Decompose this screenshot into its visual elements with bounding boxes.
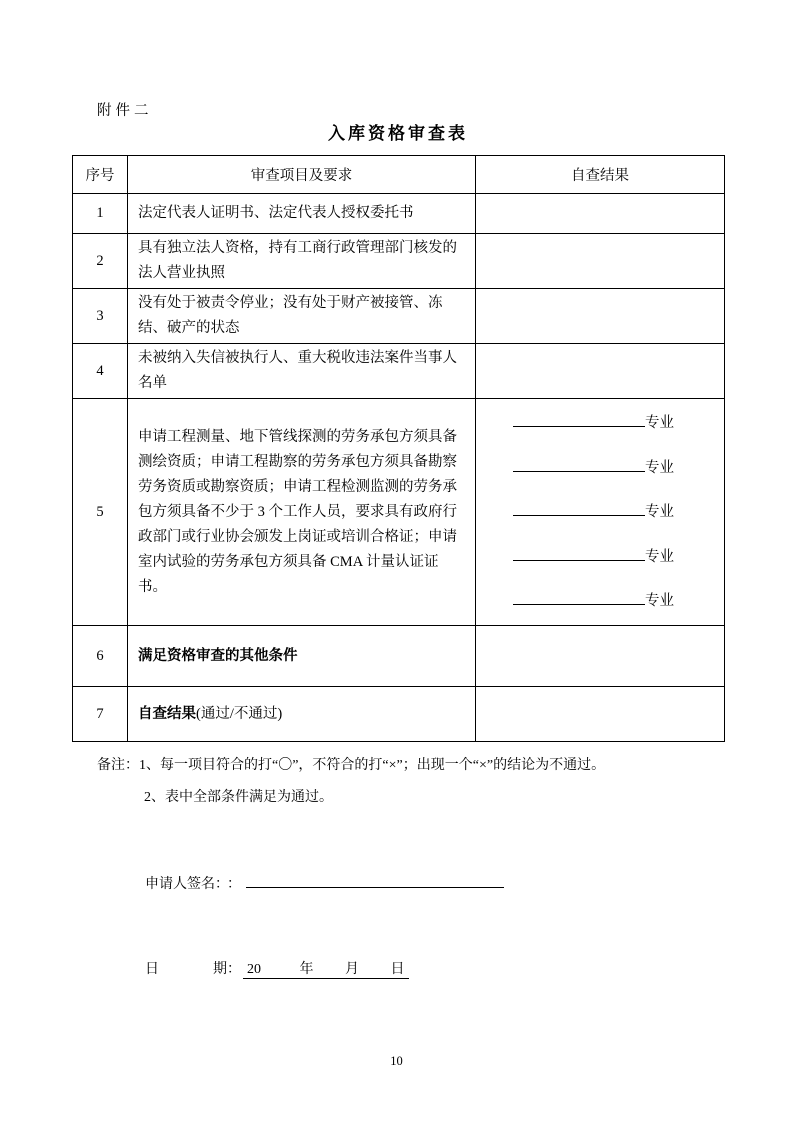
row-number: 4 xyxy=(73,344,128,399)
review-item-text: 申请工程测量、地下管线探测的劳务承包方须具备测绘资质；申请工程勘察的劳务承包方须具备勘察劳务资质或勘察资质；申请工程检测监测的劳务承包方须具备不少于 3 个工作人员，要求具有政府行政部门或行业协会颁发上岗证或培训合格证；申请室内试验的劳务承包方须具备 CMA 计量认证证书。 xyxy=(128,399,476,626)
row-number: 1 xyxy=(73,194,128,234)
table-row xyxy=(73,344,725,399)
pass-fail-hint: (通过/不通过) xyxy=(196,705,283,722)
result-cell[interactable] xyxy=(476,289,725,344)
self-check-result-label: 自查结果 xyxy=(138,705,196,722)
result-cell[interactable] xyxy=(476,234,725,289)
specialty-suffix: 专业 xyxy=(645,548,674,565)
signature-line[interactable] xyxy=(246,887,504,888)
result-cell[interactable] xyxy=(476,626,725,687)
row-number: 3 xyxy=(73,289,128,344)
attachment-label: 附件二 xyxy=(97,103,153,119)
notes-label: 备注： xyxy=(97,758,139,773)
row-number: 5 xyxy=(73,399,128,626)
review-item-text: 未被纳入失信被执行人、重大税收违法案件当事人名单 xyxy=(128,344,476,399)
date-row xyxy=(145,958,409,979)
result-cell[interactable] xyxy=(476,344,725,399)
review-table xyxy=(72,155,725,742)
review-item-text: 满足资格审查的其他条件 xyxy=(128,626,476,687)
review-item-text: 没有处于被责令停业；没有处于财产被接管、冻结、破产的状态 xyxy=(128,289,476,344)
fill-in-underline[interactable] xyxy=(513,515,645,516)
date-fill-line[interactable]: 20 年 月 日 xyxy=(243,958,409,979)
table-row xyxy=(73,289,725,344)
fill-in-underline[interactable] xyxy=(513,471,645,472)
notes-block xyxy=(97,758,605,806)
review-item-text: 法定代表人证明书、法定代表人授权委托书 xyxy=(128,194,476,234)
table-row xyxy=(73,194,725,234)
col-header-result: 自查结果 xyxy=(476,156,725,194)
fill-in-underline[interactable] xyxy=(513,426,645,427)
table-row xyxy=(73,399,725,626)
specialty-blank-list xyxy=(476,413,724,611)
specialty-blank-line[interactable] xyxy=(476,591,724,611)
signature-row xyxy=(145,873,504,893)
specialty-blank-line[interactable] xyxy=(476,502,724,522)
review-item-text xyxy=(128,687,476,742)
page-title: 入库资格审查表 xyxy=(328,124,468,143)
date-label-day: 日 xyxy=(145,962,159,977)
result-cell[interactable] xyxy=(476,687,725,742)
col-header-item: 审查项目及要求 xyxy=(128,156,476,194)
row-number: 7 xyxy=(73,687,128,742)
result-cell[interactable] xyxy=(476,194,725,234)
row-number: 6 xyxy=(73,626,128,687)
fill-in-underline[interactable] xyxy=(513,604,645,605)
signature-label: 申请人签名： xyxy=(145,877,222,892)
table-header-row xyxy=(73,156,725,194)
result-cell xyxy=(476,399,725,626)
specialty-blank-line[interactable] xyxy=(476,547,724,567)
specialty-blank-line[interactable] xyxy=(476,458,724,478)
table-row xyxy=(73,687,725,742)
table-row xyxy=(73,626,725,687)
specialty-suffix: 专业 xyxy=(645,459,674,476)
col-header-no: 序号 xyxy=(73,156,128,194)
review-item-text: 具有独立法人资格，持有工商行政管理部门核发的法人营业执照 xyxy=(128,234,476,289)
page-number: 10 xyxy=(390,1054,403,1068)
note-line-1 xyxy=(97,758,605,774)
fill-in-underline[interactable] xyxy=(513,560,645,561)
note-line-2: 2、表中全部条件满足为通过。 xyxy=(144,790,333,805)
table-row xyxy=(73,234,725,289)
specialty-suffix: 专业 xyxy=(645,593,674,609)
row-number: 2 xyxy=(73,234,128,289)
specialty-suffix: 专业 xyxy=(645,504,674,520)
signature-extra-colon: ： xyxy=(227,877,241,892)
specialty-blank-line[interactable] xyxy=(476,413,724,433)
note-1-text: 1、每一项目符合的打“〇”，不符合的打“×”；出现一个“×”的结论为不通过。 xyxy=(139,758,606,773)
date-label-date: 期： xyxy=(213,962,241,977)
specialty-suffix: 专业 xyxy=(645,415,674,431)
